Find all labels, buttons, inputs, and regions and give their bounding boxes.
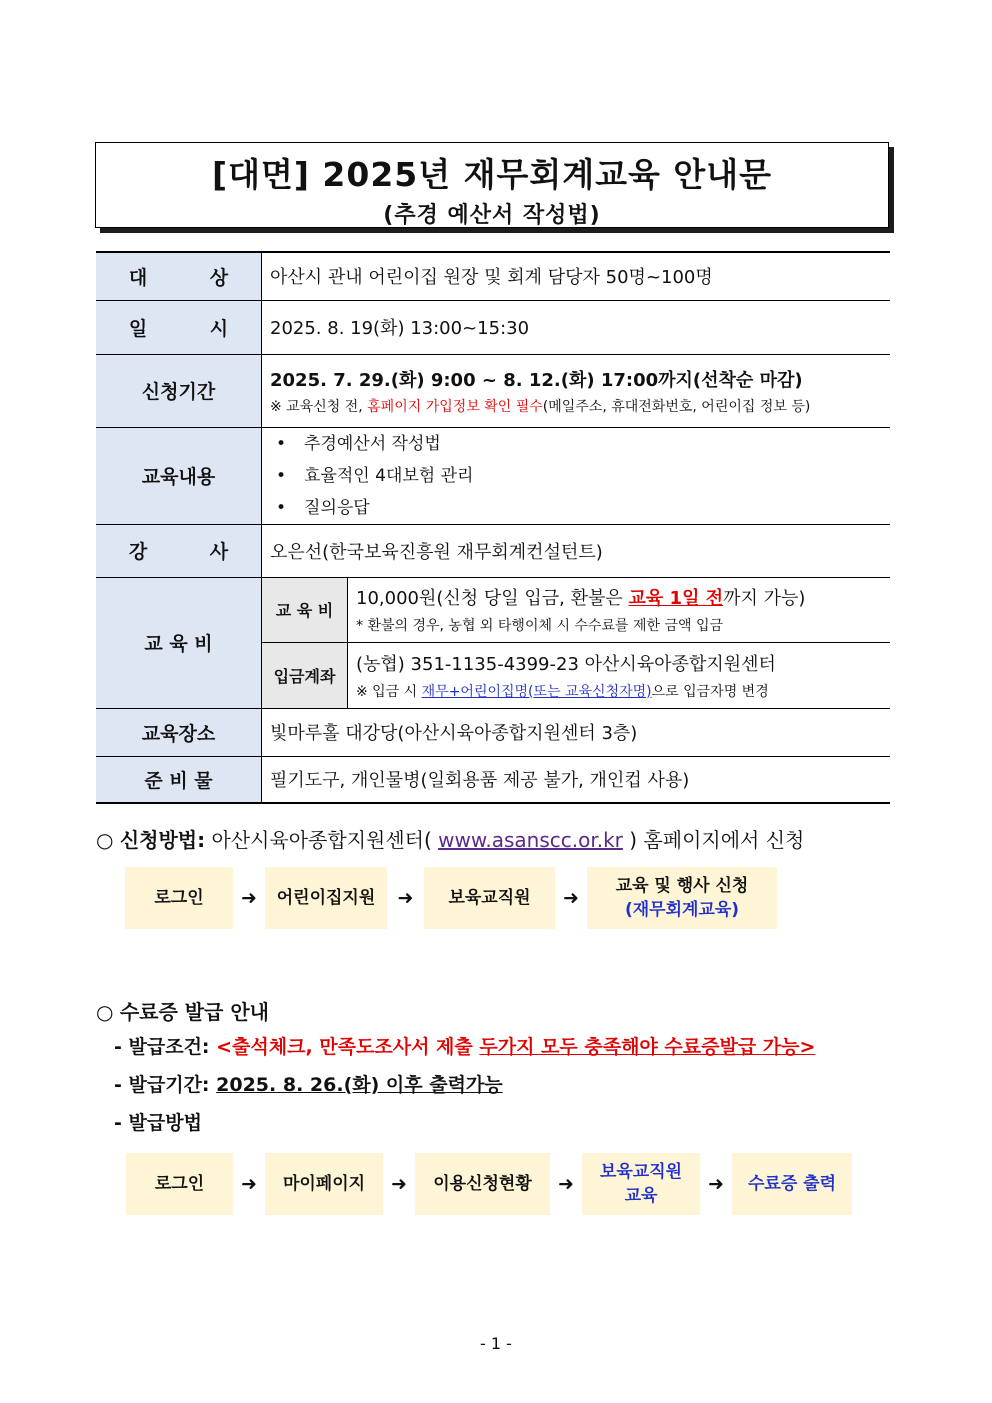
arrow-right-icon: ➜ [391,1173,407,1195]
prep-label: 준 비 물 [96,756,262,803]
certificate-heading [96,996,269,1025]
info-table [96,251,890,804]
place-label: 교육장소 [96,708,262,756]
issue-method-label: - 발급방법 [114,1112,202,1134]
flow-step-staff-education-line2: 교육 [624,1186,658,1206]
apply-value: 2025. 7. 29.(화) 9:00 ~ 8. 12.(화) 17:00까지(선착순 마감) [270,369,803,391]
arrow-right-icon: ➜ [397,887,414,909]
document-subtitle: (추경 예산서 작성법) [383,203,601,228]
apply-note [270,396,890,416]
apply-method-label: 신청방법: [119,828,206,852]
date-label: 일 시 [96,300,262,354]
issue-condition-text-a: <출석체크, 만족도조사서 제출 [216,1036,480,1058]
arrow-right-icon: ➜ [241,1173,257,1195]
apply-cell [262,354,891,427]
issue-period-value: 2025. 8. 26.(화) 이후 출력가능 [216,1074,503,1096]
issue-period-line [114,1070,503,1097]
table-row [96,708,890,756]
issue-condition-text-b: 두가지 모두 충족해야 수료증발급 가능> [479,1036,816,1058]
flow-step-print-certificate: 수료증 출력 [732,1153,852,1215]
lecturer-label: 강 사 [96,524,262,577]
fee-value-post: 까지 가능) [723,588,806,609]
title-box [95,142,889,228]
list-item: • 효율적인 4대보험 관리 [270,460,890,492]
date-value: 2025. 8. 19(화) 13:00~15:30 [262,300,891,354]
flow-step-staff-education [582,1153,700,1215]
circle-bullet-icon: ○ [96,1000,114,1024]
arrow-right-icon: ➜ [563,887,579,909]
prep-value: 필기도구, 개인물병(일회용품 제공 불가, 개인컵 사용) [262,756,891,803]
table-row [96,756,890,803]
account-label: 입금계좌 [262,642,348,708]
arrow-right-icon: ➜ [558,1173,574,1195]
arrow-right-icon: ➜ [708,1173,724,1195]
fee-note: * 환불의 경우, 농협 외 타행이체 시 수수료를 제한 금액 입금 [356,618,724,634]
flow-step-staff-education-line1: 보육교직원 [599,1162,683,1182]
issue-condition-label: - 발급조건: [114,1036,210,1058]
target-value: 아산시 관내 어린이집 원장 및 회계 담당자 50명~100명 [262,252,891,300]
apply-method-text-pre: 아산시육아종합지원센터( [211,828,432,852]
flow-step-staff: 보육교직원 [424,867,555,929]
document-title: [대면] 2025년 재무회계교육 안내문 [211,155,772,194]
table-row [96,252,890,300]
account-note [356,681,890,701]
flow-step-login: 로그인 [125,867,233,929]
table-row [96,524,890,577]
apply-note-pre: ※ 교육신청 전, [270,398,368,415]
apply-method-text-post: ) 홈페이지에서 신청 [629,828,805,852]
fee-value [356,584,890,610]
content-list [262,427,891,524]
certificate-heading-text: 수료증 발급 안내 [119,1000,269,1024]
fee-sub-label: 교 육 비 [262,577,348,642]
apply-method-line [96,824,804,853]
list-item: • 질의응답 [270,492,890,524]
table-row [96,427,890,524]
circle-bullet-icon: ○ [96,828,114,852]
flow-step-apply-line2: (재무회계교육) [624,900,740,920]
fee-value-pre: 10,000원(신청 당일 입금, 환불은 [356,588,629,609]
account-note-pre: ※ 입금 시 [356,683,422,700]
table-row [96,354,890,427]
account-note-post: 으로 입금자명 변경 [651,683,769,700]
issue-period-label: - 발급기간: [114,1074,210,1096]
lecturer-value: 오은선(한국보육진흥원 재무회계컨설턴트) [262,524,891,577]
account-cell [348,642,891,708]
website-link[interactable]: www.asanscc.or.kr [438,828,623,852]
flow-step-login: 로그인 [126,1153,233,1215]
page-number: - 1 - [480,1334,512,1353]
apply-flow [125,867,777,929]
content-label: 교육내용 [96,427,262,524]
apply-note-post: (메일주소, 휴대전화번호, 어린이집 정보 등) [542,398,811,415]
table-row [96,300,890,354]
flow-step-daycare-support: 어린이집지원 [265,867,387,929]
list-item: • 추경예산서 작성법 [270,428,890,460]
flow-step-apply-line1: 교육 및 행사 신청 [615,876,749,896]
issue-condition-line [114,1032,815,1059]
apply-note-red: 홈페이지 가입정보 확인 필수 [367,398,543,415]
certificate-flow [126,1153,852,1215]
apply-label: 신청기간 [96,354,262,427]
flow-step-apply [587,867,777,929]
flow-step-mypage: 마이페이지 [265,1153,383,1215]
fee-value-red: 교육 1일 전 [628,588,724,609]
arrow-right-icon: ➜ [241,887,257,909]
target-label: 대 상 [96,252,262,300]
table-row [96,577,890,642]
flow-step-usage-status: 이용신청현황 [415,1153,550,1215]
account-note-blue: 재무+어린이집명(또는 교육신청자명) [421,683,652,700]
account-value: (농협) 351-1135-4399-23 아산시육아종합지원센터 [356,653,776,675]
fee-cell [348,577,891,642]
place-value: 빛마루홀 대강당(아산시육아종합지원센터 3층) [262,708,891,756]
fee-label: 교 육 비 [96,577,262,708]
